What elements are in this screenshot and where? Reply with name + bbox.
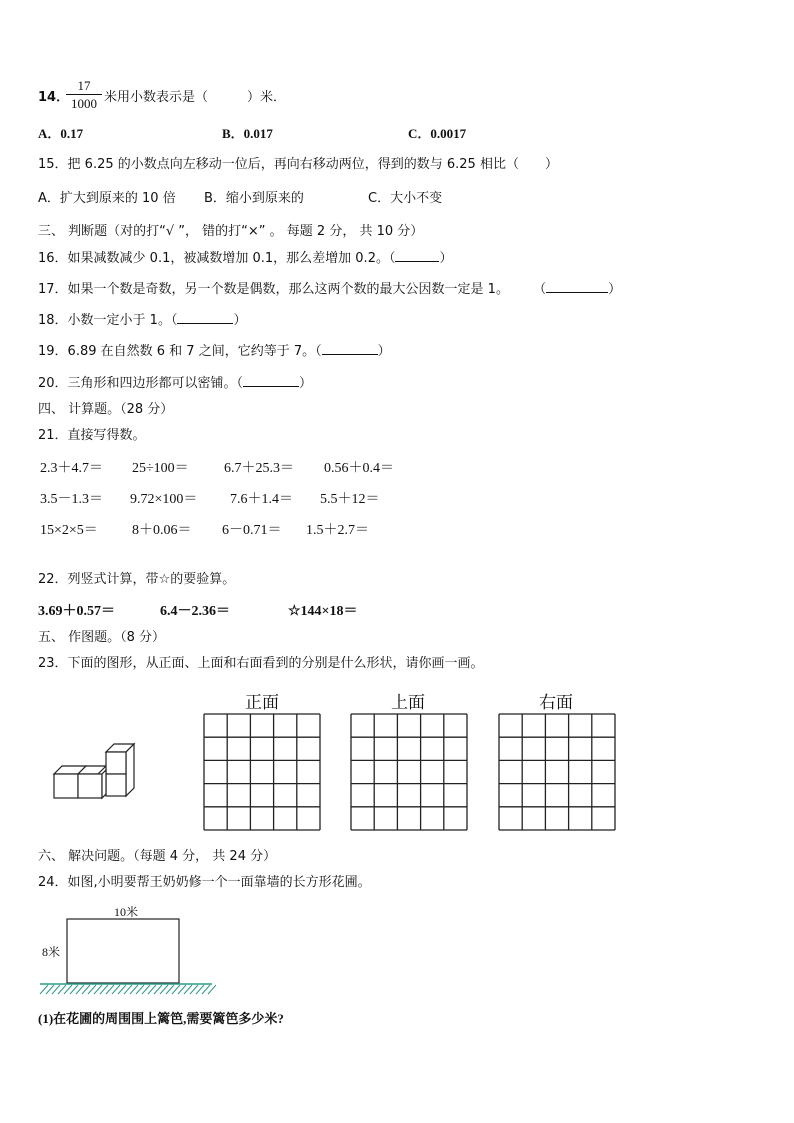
- q17: [38, 280, 621, 299]
- answer-blank[interactable]: [322, 342, 378, 355]
- vertical-calc-3: ☆144×18＝: [288, 604, 358, 619]
- calc-item: 25÷100＝: [132, 461, 189, 476]
- calc-item: 5.5＋12＝: [320, 492, 380, 507]
- q14-fraction: [66, 78, 102, 111]
- garden-width-label: 10米: [114, 905, 139, 919]
- q15-option-c: C．大小不变: [368, 191, 443, 206]
- q16-close: ）: [439, 251, 453, 266]
- q19-close: ）: [377, 344, 391, 359]
- q24-part-1: (1)在花圃的周围围上篱笆,需要篱笆多少米?: [38, 1011, 284, 1026]
- answer-blank[interactable]: [177, 311, 233, 324]
- q17-open: （: [533, 282, 547, 297]
- q17-close: ）: [608, 282, 622, 297]
- q16-text: 16．如果减数减少 0.1，被减数增加 0.1，那么差增加 0.2。（: [38, 251, 396, 266]
- vertical-calc-1: 3.69＋0.57＝: [38, 604, 115, 619]
- q20-text: 20．三角形和四边形都可以密铺。（: [38, 376, 244, 391]
- calc-item: 15×2×5＝: [40, 523, 98, 538]
- q14-option-b: B．0.017: [222, 126, 273, 141]
- q23-text: 23．下面的图形，从正面、上面和右面看到的分别是什么形状，请你画一画。: [38, 656, 484, 671]
- calc-item: 6－0.71＝: [222, 523, 282, 538]
- q20-close: ）: [299, 376, 313, 391]
- view-label-top: 上面: [391, 693, 425, 712]
- q15-text: 15．把 6.25 的小数点向左移动一位后，再向右移动两位，得到的数与 6.25 相比（ ）: [38, 157, 558, 172]
- q14-option-a: A．0.17: [38, 126, 84, 141]
- calc-item: 2.3＋4.7＝: [40, 461, 103, 476]
- calc-item: 9.72×100＝: [130, 492, 198, 507]
- view-label-right: 右面: [539, 693, 573, 712]
- q18: [38, 311, 246, 330]
- calc-item: 7.6＋1.4＝: [230, 492, 293, 507]
- q21-text: 21．直接写得数。: [38, 428, 146, 443]
- answer-blank[interactable]: [546, 280, 608, 293]
- q18-text: 18．小数一定小于 1。（: [38, 313, 178, 328]
- q18-close: ）: [233, 313, 247, 328]
- q19: [38, 342, 391, 361]
- fraction-numerator: 17: [77, 78, 91, 93]
- vertical-calc-2: 6.4－2.36＝: [160, 604, 230, 619]
- q22-text: 22．列竖式计算，带☆的要验算。: [38, 572, 236, 587]
- right-view-grid[interactable]: [498, 713, 616, 831]
- q19-text: 19．6.89 在自然数 6 和 7 之间，它约等于 7。（: [38, 344, 322, 359]
- q14-number: 14．: [38, 90, 70, 105]
- calc-item: 0.56＋0.4＝: [324, 461, 394, 476]
- section-5-heading: 五、 作图题。（8 分）: [38, 630, 166, 645]
- garden-diagram: [36, 918, 216, 998]
- q16: [38, 249, 452, 268]
- calc-item: 8＋0.06＝: [132, 523, 192, 538]
- calc-item: 1.5＋2.7＝: [306, 523, 369, 538]
- calc-item: 3.5－1.3＝: [40, 492, 103, 507]
- q15-option-b: B．缩小到原来的: [204, 191, 304, 206]
- q20: [38, 374, 312, 393]
- cube-stack-figure: [48, 740, 140, 806]
- q15-option-a: A．扩大到原来的 10 倍: [38, 191, 176, 206]
- q14-text: 米用小数表示是（ ）米．: [104, 90, 287, 105]
- top-view-grid[interactable]: [350, 713, 468, 831]
- q14-option-c: C．0.0017: [408, 126, 467, 141]
- view-label-front: 正面: [245, 693, 279, 712]
- fraction-denominator: 1000: [71, 96, 97, 111]
- garden-height-label: 8米: [42, 945, 61, 959]
- q24-text: 24．如图,小明要帮王奶奶修一个一面靠墙的长方形花圃。: [38, 875, 371, 890]
- answer-blank[interactable]: [243, 374, 299, 387]
- section-3-heading: 三、 判断题（对的打“√ ”， 错的打“×” 。 每题 2 分， 共 10 分）: [38, 224, 424, 239]
- calc-item: 6.7＋25.3＝: [224, 461, 294, 476]
- front-view-grid[interactable]: [203, 713, 321, 831]
- section-6-heading: 六、 解决问题。（每题 4 分， 共 24 分）: [38, 849, 277, 864]
- section-4-heading: 四、 计算题。（28 分）: [38, 402, 174, 417]
- answer-blank[interactable]: [395, 249, 439, 262]
- q17-text: 17．如果一个数是奇数，另一个数是偶数，那么这两个数的最大公因数一定是 1。: [38, 282, 509, 297]
